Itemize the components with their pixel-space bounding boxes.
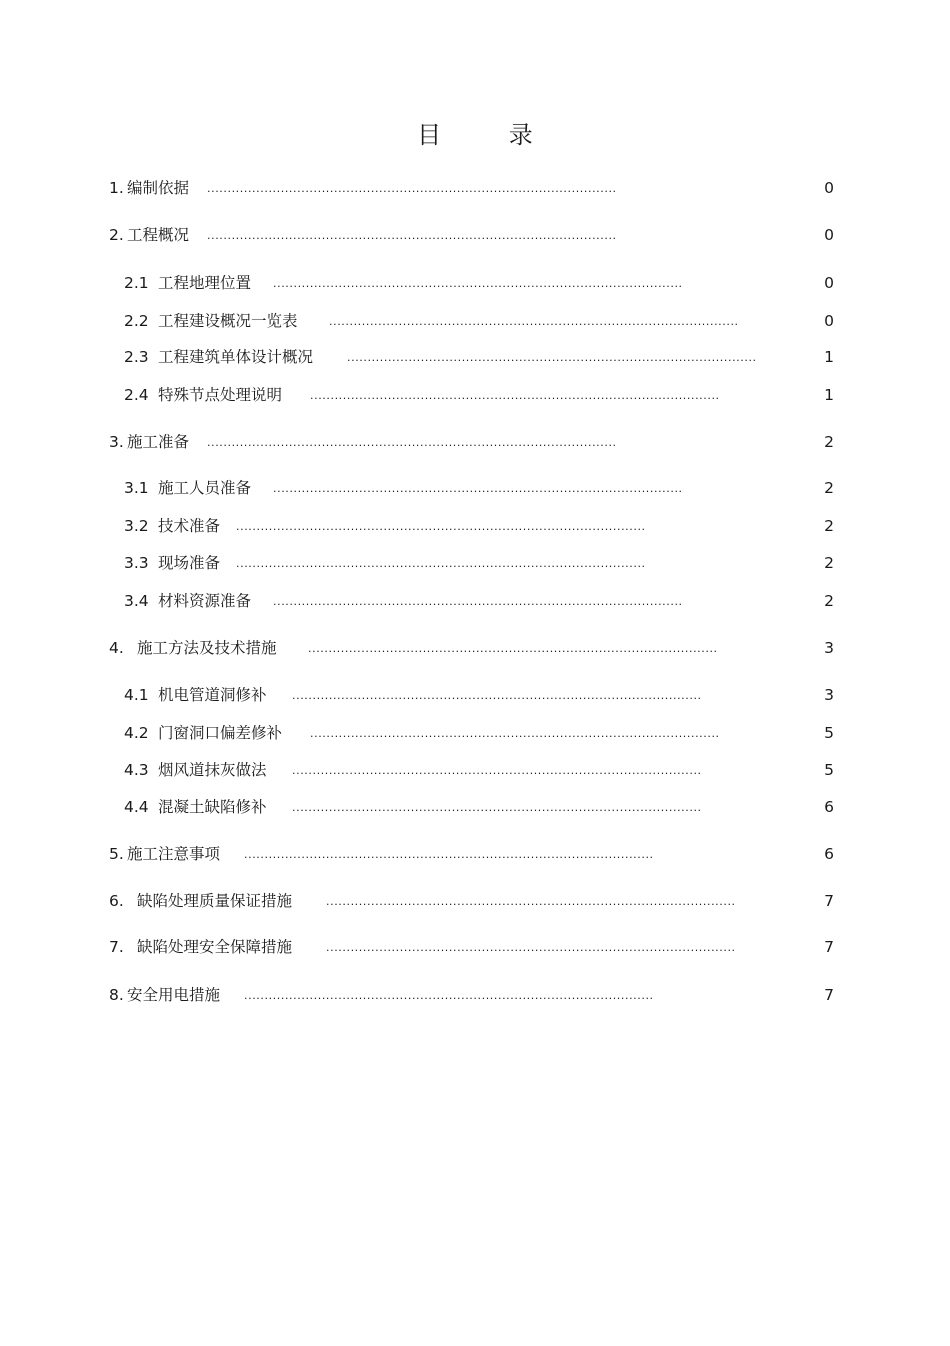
toc-entry[interactable] xyxy=(0,796,950,818)
toc-entry-page: 2 xyxy=(824,479,834,497)
toc-entry-page: 2 xyxy=(824,592,834,610)
toc-dot-leader: .................................................................................................... xyxy=(292,764,702,777)
toc-entry-page: 5 xyxy=(824,724,834,742)
toc-entry-label: 门窗洞口偏差修补 xyxy=(158,724,283,742)
toc-dot-leader: .................................................................................................... xyxy=(244,989,654,1002)
toc-entry-page: 0 xyxy=(824,274,834,292)
toc-entry[interactable] xyxy=(0,177,950,199)
toc-entry-number: 4.4 xyxy=(124,798,149,816)
toc-entry-page: 2 xyxy=(824,517,834,535)
toc-entry-label: 施工人员准备 xyxy=(158,479,252,497)
toc-entry-page: 6 xyxy=(824,845,834,863)
toc-entry-number: 4.2 xyxy=(124,724,149,742)
toc-entry-number: 8. xyxy=(109,986,124,1004)
toc-dot-leader: .................................................................................................... xyxy=(347,351,757,364)
toc-entry[interactable] xyxy=(0,637,950,659)
toc-dot-leader: .................................................................................................... xyxy=(308,642,718,655)
toc-entry-label: 机电管道洞修补 xyxy=(158,686,267,704)
toc-entry-number: 4.3 xyxy=(124,761,149,779)
toc-dot-leader: .................................................................................................... xyxy=(236,557,646,570)
toc-entry-number: 1. xyxy=(109,179,124,197)
toc-entry-page: 3 xyxy=(824,686,834,704)
toc-entry-number: 3.2 xyxy=(124,517,149,535)
toc-entry[interactable] xyxy=(0,590,950,612)
toc-entry-page: 3 xyxy=(824,639,834,657)
toc-entry-number: 3. xyxy=(109,433,124,451)
toc-entry-page: 5 xyxy=(824,761,834,779)
toc-entry-label: 施工注意事项 xyxy=(127,845,221,863)
toc-entry[interactable] xyxy=(0,346,950,368)
toc-entry-page: 7 xyxy=(824,892,834,910)
toc-entry-label: 技术准备 xyxy=(158,517,221,535)
toc-entry-label: 材料资源准备 xyxy=(158,592,252,610)
toc-dot-leader: .................................................................................................... xyxy=(207,229,617,242)
toc-entry-number: 3.4 xyxy=(124,592,149,610)
toc-entry-number: 2.4 xyxy=(124,386,149,404)
toc-entry-number: 2.3 xyxy=(124,348,149,366)
toc-entry-label: 工程地理位置 xyxy=(158,274,252,292)
toc-entry-label: 施工方法及技术措施 xyxy=(137,639,277,657)
toc-entry-label: 缺陷处理质量保证措施 xyxy=(137,892,293,910)
toc-entry-number: 4.1 xyxy=(124,686,149,704)
toc-dot-leader: .................................................................................................... xyxy=(273,277,683,290)
toc-dot-leader: .................................................................................................... xyxy=(292,801,702,814)
toc-dot-leader: .................................................................................................... xyxy=(273,482,683,495)
toc-entry[interactable] xyxy=(0,684,950,706)
toc-entry[interactable] xyxy=(0,984,950,1006)
toc-entry-label: 烟风道抹灰做法 xyxy=(158,761,267,779)
toc-entry-label: 安全用电措施 xyxy=(127,986,221,1004)
toc-entry[interactable] xyxy=(0,759,950,781)
toc-entry-label: 混凝土缺陷修补 xyxy=(158,798,267,816)
toc-dot-leader: .................................................................................................... xyxy=(244,848,654,861)
toc-entry-label: 现场准备 xyxy=(158,554,221,572)
toc-entry-number: 3.3 xyxy=(124,554,149,572)
toc-entry-page: 0 xyxy=(824,179,834,197)
toc-entry-label: 工程建设概况一览表 xyxy=(158,312,298,330)
toc-dot-leader: .................................................................................................... xyxy=(326,895,736,908)
toc-entry-page: 1 xyxy=(824,386,834,404)
toc-entry-label: 缺陷处理安全保障措施 xyxy=(137,938,293,956)
toc-dot-leader: .................................................................................................... xyxy=(310,727,720,740)
toc-entry-number: 5. xyxy=(109,845,124,863)
toc-dot-leader: .................................................................................................... xyxy=(326,941,736,954)
toc-dot-leader: .................................................................................................... xyxy=(273,595,683,608)
toc-entry[interactable] xyxy=(0,310,950,332)
toc-entry[interactable] xyxy=(0,224,950,246)
toc-title: 目 录 xyxy=(417,121,563,149)
toc-dot-leader: .................................................................................................... xyxy=(207,436,617,449)
toc-entry[interactable] xyxy=(0,843,950,865)
toc-entry-page: 1 xyxy=(824,348,834,366)
toc-entry-page: 0 xyxy=(824,226,834,244)
toc-entry-number: 3.1 xyxy=(124,479,149,497)
toc-dot-leader: .................................................................................................... xyxy=(329,315,739,328)
toc-entry[interactable] xyxy=(0,890,950,912)
toc-entry-page: 2 xyxy=(824,433,834,451)
toc-entry-label: 工程建筑单体设计概况 xyxy=(158,348,314,366)
toc-entry[interactable] xyxy=(0,384,950,406)
toc-entry-page: 6 xyxy=(824,798,834,816)
toc-entry[interactable] xyxy=(0,515,950,537)
toc-entry-number: 7. xyxy=(109,938,124,956)
toc-entry-label: 特殊节点处理说明 xyxy=(158,386,283,404)
toc-entry-label: 施工准备 xyxy=(127,433,190,451)
toc-dot-leader: .................................................................................................... xyxy=(236,520,646,533)
toc-entry-page: 2 xyxy=(824,554,834,572)
toc-entry-page: 7 xyxy=(824,986,834,1004)
toc-entry[interactable] xyxy=(0,722,950,744)
toc-entry-page: 7 xyxy=(824,938,834,956)
toc-entry-page: 0 xyxy=(824,312,834,330)
toc-entry-number: 4. xyxy=(109,639,124,657)
toc-entry-label: 编制依据 xyxy=(127,179,190,197)
toc-entry-number: 2.1 xyxy=(124,274,149,292)
toc-entry-number: 2.2 xyxy=(124,312,149,330)
toc-entry-number: 6. xyxy=(109,892,124,910)
toc-entry[interactable] xyxy=(0,272,950,294)
toc-entry[interactable] xyxy=(0,477,950,499)
toc-dot-leader: .................................................................................................... xyxy=(292,689,702,702)
toc-entry-label: 工程概况 xyxy=(127,226,190,244)
toc-entry[interactable] xyxy=(0,552,950,574)
toc-entry[interactable] xyxy=(0,936,950,958)
toc-dot-leader: .................................................................................................... xyxy=(310,389,720,402)
toc-entry-number: 2. xyxy=(109,226,124,244)
toc-dot-leader: .................................................................................................... xyxy=(207,182,617,195)
toc-entry[interactable] xyxy=(0,431,950,453)
